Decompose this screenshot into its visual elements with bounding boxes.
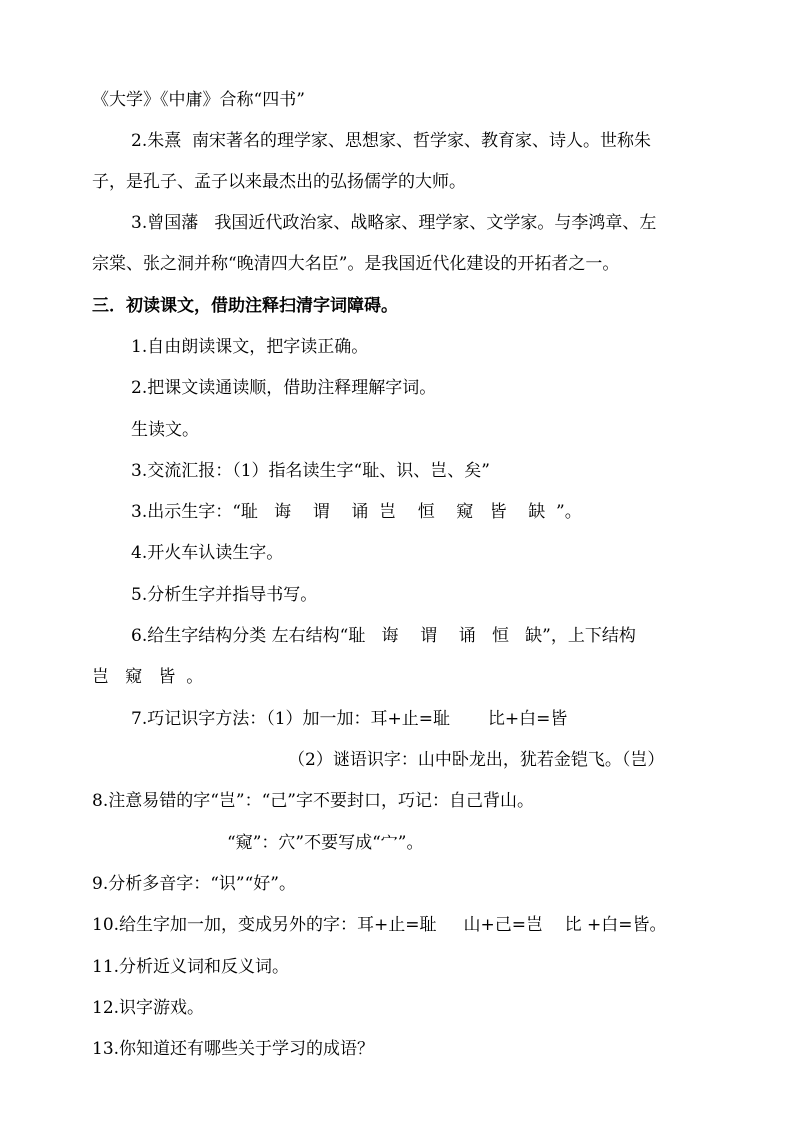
- text-line: 岂 窥 皆 。: [92, 667, 204, 687]
- text-line: 宗棠、张之洞并称“晚清四大名臣”。是我国近代化建设的开拓者之一。: [92, 254, 620, 274]
- text-line: 5.分析生字并指导书写。: [131, 585, 318, 605]
- text-line: 11.分析近义词和反义词。: [92, 957, 290, 977]
- text-line: 7.巧记识字方法：（1）加一加：耳+止=耻 比+白=皆: [131, 709, 568, 729]
- text-line: “窥”：穴”不要写成“宀”。: [227, 833, 424, 853]
- section-heading: 三．初读课文，借助注释扫清字词障碍。: [92, 296, 398, 316]
- text-line: 2.朱熹 南宋著名的理学家、思想家、哲学家、教育家、诗人。世称朱: [131, 131, 652, 151]
- text-line: 6.给生字结构分类 左右结构“耻 诲 谓 诵 恒 缺”，上下结构: [131, 626, 636, 646]
- text-line: 1.自由朗读课文，把字读正确。: [131, 337, 369, 357]
- text-line: 12.识字游戏。: [92, 998, 205, 1018]
- text-line: 《大学》《中庸》合称“四书”: [92, 90, 305, 110]
- text-line: 4.开火车认读生字。: [131, 543, 284, 563]
- text-line: 2.把课文读通读顺，借助注释理解字词。: [131, 378, 437, 398]
- text-line: 3.交流汇报：（1）指名读生字“耻、识、岂、矣”: [131, 461, 490, 481]
- text-line: 3.曾国藩 我国近代政治家、战略家、理学家、文学家。与李鸿章、左: [131, 213, 657, 233]
- text-line: （2）谜语识字：山中卧龙出，犹若金铠飞。（岂）: [288, 750, 665, 770]
- text-line: 13.你知道还有哪些关于学习的成语？: [92, 1039, 375, 1059]
- text-line: 生读文。: [131, 420, 199, 440]
- text-line: 3.出示生字：“耻 诲 谓 诵 岂 恒 窥 皆 缺 ”。: [131, 502, 582, 522]
- text-line: 子，是孔子、孟子以来最杰出的弘扬儒学的大师。: [92, 172, 466, 192]
- text-line: 8.注意易错的字“岂”：“己”字不要封口，巧记：自己背山。: [92, 791, 534, 811]
- text-line: 9.分析多音字：“识”“好”。: [92, 874, 296, 894]
- text-line: 10.给生字加一加，变成另外的字：耳+止=耻 山+己=岂 比 +白=皆。: [92, 915, 667, 935]
